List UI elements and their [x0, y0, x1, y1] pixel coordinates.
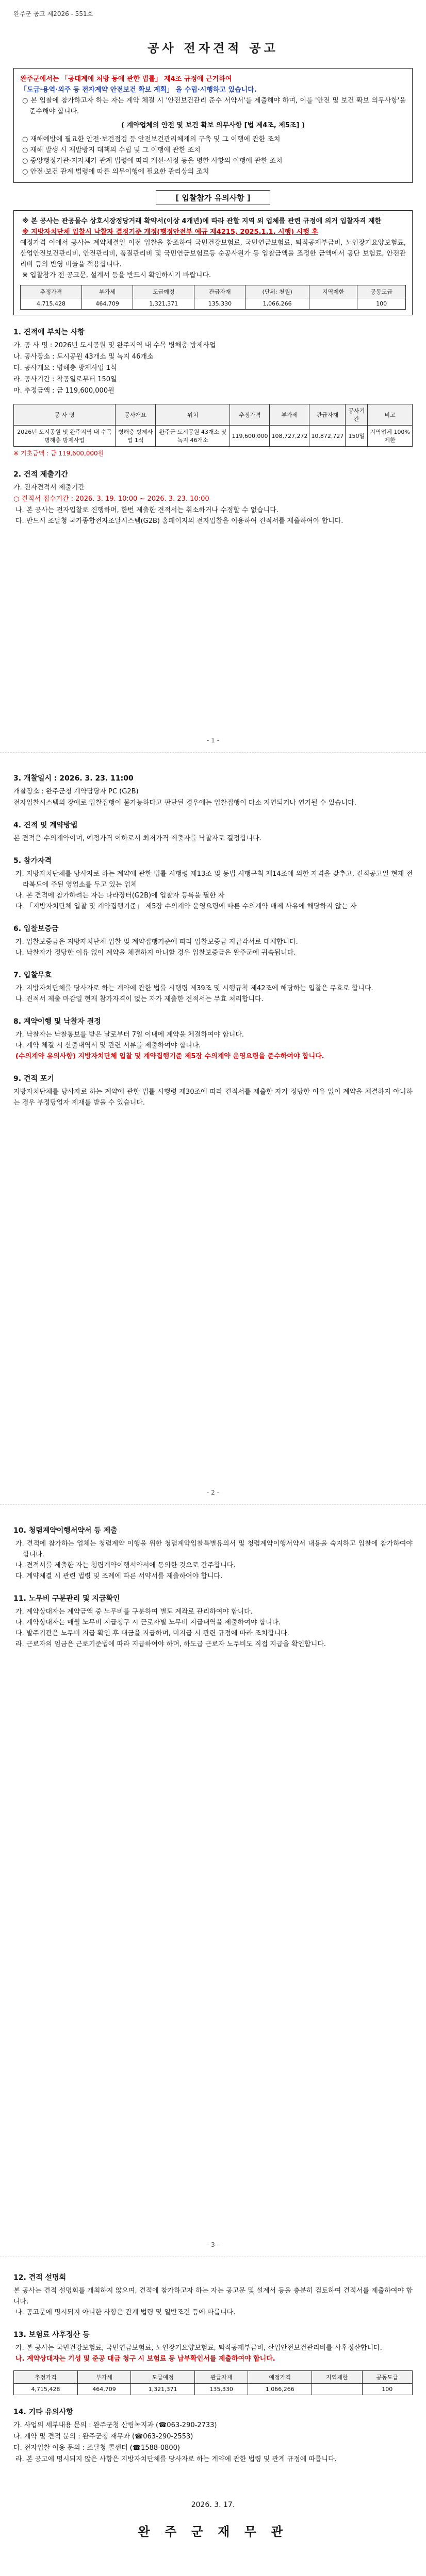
section-1-line: 라. 공사기간 : 착공일로부터 150일 [13, 376, 117, 383]
section-1-line: 마. 추정금액 : 금 119,600,000원 [13, 387, 114, 395]
bottom-th: 예정가격 [248, 2371, 312, 2384]
detail-table [13, 404, 413, 447]
detail-th: 공 사 명 [14, 404, 116, 426]
page-number: - 1 - [207, 737, 219, 744]
budget-td: 464,709 [82, 298, 133, 310]
section-8-line: 가. 낙찰자는 낙찰통보를 받은 날로부터 7일 이내에 계약을 체결하여야 합니다. [15, 1031, 244, 1039]
section-1-line: 가. 공 사 명 : 2026년 도시공원 및 완주지역 내 수목 병해충 방제사업 [13, 342, 216, 349]
bottom-th: 추정가격 [14, 2371, 78, 2384]
page-1 [0, 0, 426, 752]
section-1-line: 다. 공사개요 : 병해충 방제사업 1식 [13, 364, 117, 372]
section-7-title: 7. 입찰무효 [13, 971, 52, 979]
section-9-title: 9. 견적 포기 [13, 1075, 54, 1083]
base-price-note: ※ 기초금액 : 금 119,600,000원 [13, 450, 104, 457]
section-5-line: 가. 지방자치단체를 당사자로 하는 계약에 관한 법률 시행령 제13조 및 동법 시행규칙 제14조에 의한 자격을 갖추고, 견적공고일 현재 전라북도에 주된 영업소를 두고 있는 업체 [15, 870, 413, 889]
section-13-title: 13. 보험료 사후정산 등 [13, 2331, 90, 2339]
section-11-line: 나. 계약상대자는 매월 노무비 지급청구 시 근로자별 노무비 지급내역을 제출하여야 합니다. [15, 1619, 281, 1626]
notice-serial: 완주군 공고 제2026 - 551호 [13, 10, 93, 18]
detail-td: 119,600,000 [230, 426, 270, 447]
section-10-title: 10. 청렴계약이행서약서 등 제출 [13, 1527, 118, 1535]
bottom-td [312, 2384, 362, 2395]
detail-table-row [14, 426, 413, 447]
page-3 [0, 1504, 426, 2257]
notice-box-title: [ 입찰참가 유의사항 ] [156, 190, 270, 205]
section-9-line: 지방자치단체를 당사자로 하는 계약에 관한 법률 시행령 제30조에 따라 견적서를 제출한 자가 정당한 이유 없이 계약을 체결하지 아니하는 경우 부정당업자 제재를 받을 수 있습니다. [13, 1088, 413, 1107]
page-number: - 3 - [207, 2241, 219, 2248]
section-5-line: 나. 본 견적에 참가하려는 자는 나라장터(G2B)에 입찰자 등록을 필한 자 [15, 892, 225, 900]
intro-sub-4: ○ 안전·보건 관계 법령에 따른 의무이행에 필요한 관리상의 조치 [22, 168, 209, 176]
budget-th: 관급자재 [194, 285, 245, 298]
intro-lead-2: 「도급·용역·외주 등 전자계약 안전보건 확보 계획」 을 수립·시행하고 있습니다. [20, 86, 257, 94]
section-5-line: 다. 「지방자치단체 입찰 및 계약집행기준」 제5장 수의계약 운영요령에 따른 수의계약 배제 사유에 해당하지 않는 자 [15, 903, 357, 910]
notice-date: 2026. 3. 17. [191, 2501, 235, 2509]
section-10-line: 나. 견적서를 제출한 자는 청렴계약이행서약서에 동의한 것으로 간주합니다. [15, 1562, 236, 1569]
notice-title: 공사 전자견적 공고 [148, 41, 278, 55]
section-2-period: ○ 견적서 접수기간 : 2026. 3. 19. 10:00 ~ 2026. 3. 23. 10:00 [13, 495, 209, 503]
budget-th: 지역제한 [309, 285, 357, 298]
section-4-line: 본 견적은 수의계약이며, 예정가격 이하로서 최저가격 제출자를 낙찰자로 결정합니다. [13, 835, 261, 842]
section-14-title: 14. 기타 유의사항 [13, 2408, 73, 2416]
budget-th: 추정가격 [21, 285, 82, 298]
section-10-line: 다. 계약체결 시 관련 법령 및 조례에 따른 서약서를 제출하여야 합니다. [15, 1572, 223, 1580]
bottom-td: 1,321,371 [131, 2384, 195, 2395]
budget-td: 4,715,428 [21, 298, 82, 310]
bottom-td: 135,330 [195, 2384, 248, 2395]
section-2-line: 가. 전자견적서 제출기간 [13, 484, 85, 492]
detail-th: 공사개요 [116, 404, 156, 426]
issuing-organization: 완 주 군 재 무 관 [138, 2524, 288, 2539]
section-3-line: 전자입찰시스템의 장애로 입찰집행이 불가능하다고 판단된 경우에는 입찰집행이 다소 지연되거나 연기될 수 있습니다. [13, 799, 356, 807]
bottom-table-row [14, 2384, 413, 2395]
section-1-line: 나. 공사장소 : 도시공원 43개소 및 녹지 46개소 [13, 353, 154, 361]
budget-td: 135,330 [194, 298, 245, 310]
budget-th: 부가세 [82, 285, 133, 298]
page-number: - 2 - [207, 1489, 219, 1496]
notice-4: ※ 입찰참가 전 공고문, 설계서 등을 반드시 확인하시기 바랍니다. [22, 272, 211, 279]
intro-sub-2: ○ 재해 발생 시 재발방지 대책의 수립 및 그 이행에 관한 조치 [22, 146, 201, 154]
bottom-th: 도급예정 [131, 2371, 195, 2384]
section-11-line: 가. 계약상대자는 계약금액 중 노무비를 구분하여 별도 계좌로 관리하여야 합니다. [15, 1608, 253, 1616]
detail-th: 관급자재 [309, 404, 346, 426]
section-13-line: 가. 본 공사는 국민건강보험료, 국민연금보험료, 노인장기요양보험료, 퇴직공제부금비, 산업안전보건관리비를 사후정산합니다. [15, 2344, 382, 2352]
section-5-title: 5. 참가자격 [13, 857, 52, 865]
section-12-title: 12. 견적 설명회 [13, 2274, 67, 2282]
budget-td: 1,321,371 [133, 298, 194, 310]
section-14-line: 나. 계약 및 견적 문의 : 완주군청 재무과 (☎063-290-2553) [13, 2433, 193, 2441]
intro-lead: 완주군에서는 「공대계에 처방 등에 관한 법률」 제4조 규정에 근거하여 [20, 75, 232, 83]
detail-td: 완주군 도시공원 43개소 및 녹지 46개소 [156, 426, 230, 447]
detail-td: 108,727,272 [270, 426, 309, 447]
budget-th: (단위: 천원) [245, 285, 309, 298]
bottom-th: 지역제한 [312, 2371, 362, 2384]
section-2-line: 나. 본 공사는 전자입찰로 진행하며, 한번 제출한 견적서는 취소하거나 수정할 수 없습니다. [15, 506, 278, 514]
bottom-th: 관급자재 [195, 2371, 248, 2384]
detail-th: 추정가격 [230, 404, 270, 426]
section-12-line: 나. 공고문에 명시되지 아니한 사항은 관계 법령 및 일반조건 등에 따릅니다. [15, 2309, 236, 2316]
section-13-line: 나. 계약상대자는 기성 및 준공 대금 청구 시 보험료 등 납부확인서를 제출하여야 합니다. [15, 2355, 275, 2363]
budget-table [20, 285, 406, 310]
budget-td [309, 298, 357, 310]
detail-td: 10,872,727 [309, 426, 346, 447]
section-11-line: 라. 근로자의 임금은 근로기준법에 따라 지급하여야 하며, 하도급 근로자 노무비도 직접 지급을 확인합니다. [15, 1640, 326, 1648]
budget-th: 도급예정 [133, 285, 194, 298]
section-8-line: 나. 계약 체결 시 산출내역서 및 관련 서류를 제출하여야 합니다. [15, 1042, 201, 1049]
intro-sub-1: ○ 재해예방에 필요한 안전·보건점검 등 안전보건관리체계의 구축 및 그 이행에 관한 조치 [22, 135, 281, 143]
budget-th: 공동도급 [357, 285, 406, 298]
detail-table-header [14, 404, 413, 426]
bottom-th: 부가세 [77, 2371, 130, 2384]
section-7-line: 나. 견적서 제출 마감일 현재 참가자격이 없는 자가 제출한 견적서는 무효 처리합니다. [15, 995, 264, 1003]
page-4 [0, 2257, 426, 2576]
intro-item-1: ○ 본 입찰에 참가하고자 하는 자는 계약 체결 시 '안전보건관리 준수 서약서'를 제출해야 하며, 이를 '안전 및 보건 확보 의무사항'을 준수해야 합니다. [22, 97, 406, 115]
page-2 [0, 752, 426, 1504]
section-6-title: 6. 입찰보증금 [13, 925, 59, 933]
budget-td: 100 [357, 298, 406, 310]
section-10-line: 가. 견적에 참가하는 업체는 청렴계약 이행을 위한 청렴계약입찰특별유의서 및 청렴계약이행서약서 내용을 숙지하고 입찰에 참가하여야 합니다. [15, 1540, 413, 1558]
section-2-line: 다. 반드시 조달청 국가종합전자조달시스템(G2B) 홈페이지의 전자입찰을 이용하여 견적서를 제출하여야 합니다. [15, 517, 343, 525]
notice-1: ※ 본 공사는 관공물수 상호시장정당거래 확약서(이상 4개년)에 따라 관할 지역 외 업체를 관련 규정에 의거 입찰자격 제한 [22, 217, 382, 225]
section-3-title: 3. 개찰일시 : 2026. 3. 23. 11:00 [13, 774, 134, 783]
section-14-line: 가. 사업의 세부내용 문의 : 완주군청 산림녹지과 (☎063-290-2733) [13, 2421, 217, 2429]
section-2-title: 2. 견적 제출기간 [13, 470, 68, 479]
section-6-line: 나. 낙찰자가 정당한 이유 없이 계약을 체결하지 아니할 경우 입찰보증금은 완주군에 귀속됩니다. [15, 949, 296, 957]
section-3-line: 개찰장소 : 완주군청 계약담당자 PC (G2B) [13, 788, 139, 795]
section-1-title: 1. 견적에 부치는 사항 [13, 328, 85, 336]
bottom-td: 1,066,266 [248, 2384, 312, 2395]
intro-sub-3: ○ 중앙행정기관·지자체가 관계 법령에 따라 개선·시정 등을 명한 사항의 이행에 관한 조치 [22, 157, 283, 165]
bottom-td: 464,709 [77, 2384, 130, 2395]
detail-th: 위치 [156, 404, 230, 426]
section-4-title: 4. 견적 및 계약방법 [13, 821, 78, 829]
section-7-line: 가. 지방자치단체를 당사자로 하는 계약에 관한 법률 시행령 제39조 및 시행규칙 제42조에 해당하는 입찰은 무효로 합니다. [15, 985, 373, 992]
intro-subtitle: ( 계약업체의 안전 및 보건 확보 의무사항 [법 제4조, 제5조] ) [121, 122, 305, 129]
budget-table-header [21, 285, 406, 298]
bottom-td: 4,715,428 [14, 2384, 78, 2395]
detail-td: 150일 [346, 426, 368, 447]
section-8-title: 8. 계약이행 및 낙찰자 결정 [13, 1018, 101, 1026]
bottom-th: 공동도급 [362, 2371, 412, 2384]
detail-td: 지역업체 100% 제한 [368, 426, 413, 447]
section-11-line: 다. 발주기관은 노무비 지급 확인 후 대금을 지급하며, 미지급 시 관련 규정에 따라 조치합니다. [15, 1630, 289, 1637]
section-12-line: 본 공사는 견적 설명회를 개최하지 않으며, 견적에 참가하고자 하는 자는 공고문 및 설계서 등을 충분히 검토하여 견적서를 제출하여야 합니다. [13, 2287, 413, 2306]
safety-intro-box [13, 68, 413, 183]
notice-3: 예정가격 이에서 공사는 계약체결일 이전 입찰을 참조하여 국민건강보험료, 국민연금보험료, 퇴직공제부금비, 노인장기요양보험료, 산업안전보건관리비, 안전관리비, 품질관리비 및 국민연금보험료등 순공사원가 등 입찰금액을 조정한 금액에서 공단 보험료, 안전관리비 등의 반영 비율을 적용합니다. [20, 239, 406, 268]
detail-th: 부가세 [270, 404, 309, 426]
detail-td: 병해충 방제사업 1식 [116, 426, 156, 447]
bottom-td: 100 [362, 2384, 412, 2395]
detail-td: 2026년 도시공원 및 완주지역 내 수목 병해충 방제사업 [14, 426, 116, 447]
section-6-line: 가. 입찰보증금은 지방자치단체 입찰 및 계약집행기준에 따라 입찰보증금 지급각서로 대체합니다. [15, 938, 298, 946]
budget-td: 1,066,266 [245, 298, 309, 310]
detail-th: 비고 [368, 404, 413, 426]
notice-box [13, 210, 413, 315]
section-14-line: 라. 본 공고에 명시되지 않은 사항은 지방자치단체를 당사자로 하는 계약에 관한 법령 및 관계 규정에 따릅니다. [15, 2455, 337, 2463]
detail-th: 공사기간 [346, 404, 368, 426]
bottom-table [13, 2370, 413, 2395]
notice-2: ※ 지방자치단체 입찰시 낙찰자 결정기준 개정(행정안전부 예규 제4215, 2025.1.1. 시행) 시행 후 [22, 228, 318, 236]
section-11-title: 11. 노무비 구분관리 및 지급확인 [13, 1595, 120, 1603]
section-8-line: (수의계약 유의사항) 지방자치단체 입찰 및 계약집행기준 제5장 수의계약 운영요령을 준수하여야 합니다. [15, 1053, 324, 1060]
section-14-line: 다. 전자입찰 이용 문의 : 조달청 콜센터 (☎1588-0800) [13, 2444, 181, 2452]
bottom-table-header [14, 2371, 413, 2384]
budget-table-row [21, 298, 406, 310]
